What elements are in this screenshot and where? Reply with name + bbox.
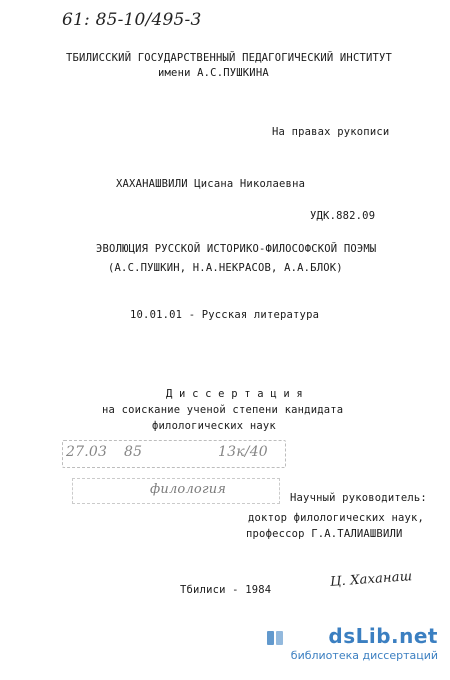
specialty-code: 10.01.01 - Русская литература: [130, 309, 320, 321]
institute-subtitle: имени А.С.ПУШКИНА: [158, 67, 269, 79]
site-tagline: библиотека диссертаций: [290, 649, 438, 662]
dissertation-title-line2: (А.С.ПУШКИН, Н.А.НЕКРАСОВ, А.А.БЛОК): [108, 262, 343, 274]
udk-code: УДК.882.09: [310, 210, 376, 222]
supervisor-name: профессор Г.А.ТАЛИАШВИЛИ: [246, 528, 403, 540]
place-and-year: Тбилиси - 1984: [180, 584, 272, 596]
supervisor-label: Научный руководитель:: [290, 492, 427, 504]
dissertation-label: Д и с с е р т а ц и я: [166, 388, 303, 400]
handwritten-catalog-code: 61: 85-10/495-3: [62, 10, 202, 30]
degree-field: филологических наук: [152, 420, 276, 432]
stamp-subject: филология: [150, 482, 227, 497]
stamp-date: 27.03: [66, 444, 108, 460]
book-icon: [265, 628, 285, 648]
manuscript-rights: На правах рукописи: [272, 126, 390, 138]
supervisor-degree: доктор филологических наук,: [248, 512, 425, 524]
author-signature: Ц. Хаханаш: [329, 569, 413, 590]
dissertation-title-line1: ЭВОЛЮЦИЯ РУССКОЙ ИСТОРИКО-ФИЛОСОФСКОЙ ПОЭМЫ: [96, 243, 377, 255]
institute-name: ТБИЛИССКИЙ ГОСУДАРСТВЕННЫЙ ПЕДАГОГИЧЕСКИЙ ИНСТИТУТ: [66, 52, 393, 64]
stamp-number: 13к/40: [218, 444, 268, 460]
author-name: ХАХАНАШВИЛИ Цисана Николаевна: [116, 178, 306, 190]
site-watermark: [291, 624, 438, 662]
site-name: dsLib.net: [328, 624, 438, 648]
degree-purpose: на соискание ученой степени кандидата: [102, 404, 344, 416]
stamp-year: 85: [124, 444, 143, 460]
